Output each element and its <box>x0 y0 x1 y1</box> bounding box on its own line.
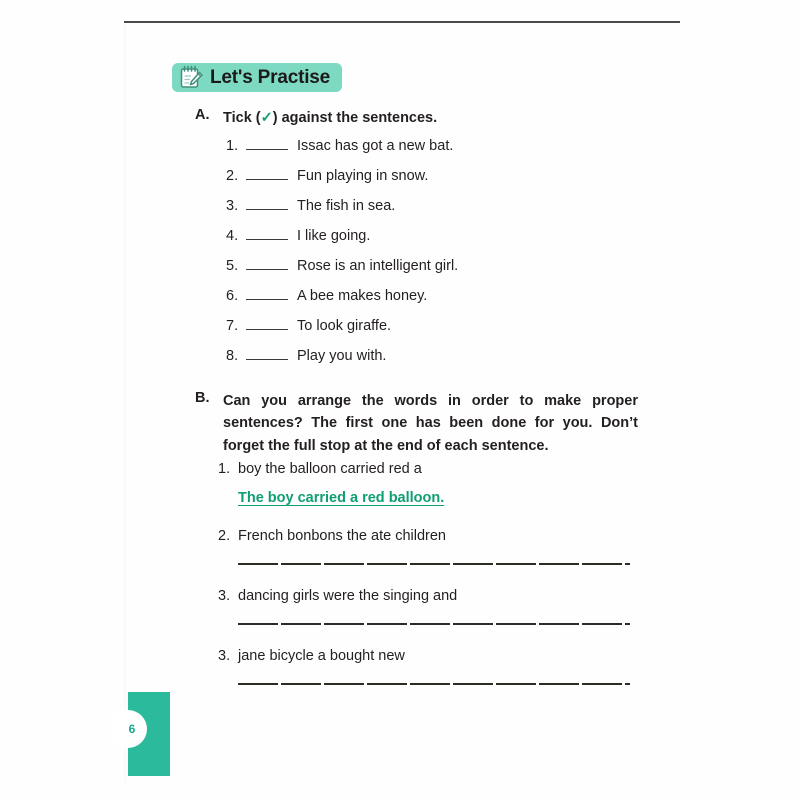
list-item-text: jane bicycle a bought new <box>238 648 405 664</box>
list-item <box>226 286 646 316</box>
section-a-instruction-before: Tick ( <box>223 110 261 126</box>
list-item-text: boy the balloon carried red a <box>238 461 422 477</box>
page-number-tab <box>128 692 170 776</box>
section-a-marker: A. <box>195 107 210 123</box>
answer-writing-line[interactable] <box>238 683 630 685</box>
list-item <box>226 226 646 256</box>
section-a-instruction <box>223 107 643 129</box>
page-number: 6 <box>128 722 136 736</box>
list-item-text: A bee makes honey. <box>297 288 428 304</box>
list-item-text: The fish in sea. <box>297 198 396 214</box>
section-b-marker: B. <box>195 390 210 406</box>
list-item-text: Rose is an intelligent girl. <box>297 258 459 274</box>
list-item-text: Issac has got a new bat. <box>297 138 454 154</box>
section-a-list <box>226 136 646 376</box>
badge-title: Let's Practise <box>210 67 331 88</box>
list-item <box>226 166 646 196</box>
list-item-text: dancing girls were the singing and <box>238 588 458 604</box>
spacer <box>218 565 658 588</box>
page-gutter-line <box>124 22 126 782</box>
tick-icon: ✓ <box>260 110 273 126</box>
page-number-circle <box>109 710 147 748</box>
section-a-instruction-after: ) against the sentences. <box>272 110 438 126</box>
list-item-number: 3. <box>218 648 231 664</box>
top-horizontal-rule <box>124 21 680 23</box>
list-item-text: To look giraffe. <box>297 318 392 334</box>
tick-blank-field[interactable] <box>246 286 288 300</box>
answer-writing-line[interactable] <box>238 563 630 565</box>
section-b-list <box>218 461 658 685</box>
section-b-instruction: Can you arrange the words in order to make proper sentences? The first one has been done for you. Don’t forget the full stop at the end of each sentence. <box>223 393 638 454</box>
list-item-text: French bonbons the ate children <box>238 528 446 544</box>
tick-blank-field[interactable] <box>246 196 288 210</box>
list-item-number: 6. <box>226 288 239 304</box>
list-item <box>218 648 658 685</box>
tick-blank-field[interactable] <box>246 256 288 270</box>
tick-blank-field[interactable] <box>246 226 288 240</box>
tick-blank-field[interactable] <box>246 136 288 150</box>
list-item-row <box>218 461 658 477</box>
answer-writing-line[interactable] <box>238 623 630 625</box>
spacer <box>218 625 658 648</box>
list-item-row <box>218 648 658 664</box>
list-item-text: Play you with. <box>297 348 387 364</box>
lets-practise-badge <box>172 63 342 92</box>
notepad-pencil-icon <box>178 65 204 90</box>
list-item-number: 3. <box>218 588 231 604</box>
list-item-text: Fun playing in snow. <box>297 168 429 184</box>
list-item <box>226 316 646 346</box>
list-item <box>218 588 658 625</box>
sample-answer: The boy carried a red balloon. <box>238 490 445 506</box>
list-item <box>226 136 646 166</box>
tick-blank-field[interactable] <box>246 346 288 360</box>
list-item-row <box>218 528 658 544</box>
list-item-number: 8. <box>226 348 239 364</box>
list-item <box>226 256 646 286</box>
list-item-number: 3. <box>226 198 239 214</box>
list-item-number: 4. <box>226 228 239 244</box>
list-item-number: 1. <box>226 138 239 154</box>
list-item <box>218 461 658 506</box>
list-item-number: 2. <box>218 528 231 544</box>
tick-blank-field[interactable] <box>246 316 288 330</box>
list-item <box>226 346 646 376</box>
list-item <box>226 196 646 226</box>
list-item <box>218 528 658 565</box>
list-item-number: 7. <box>226 318 239 334</box>
list-item-number: 1. <box>218 461 231 477</box>
list-item-number: 2. <box>226 168 239 184</box>
list-item-number: 5. <box>226 258 239 274</box>
list-item-row <box>218 588 658 604</box>
tick-blank-field[interactable] <box>246 166 288 180</box>
spacer <box>218 506 658 528</box>
list-item-text: I like going. <box>297 228 371 244</box>
